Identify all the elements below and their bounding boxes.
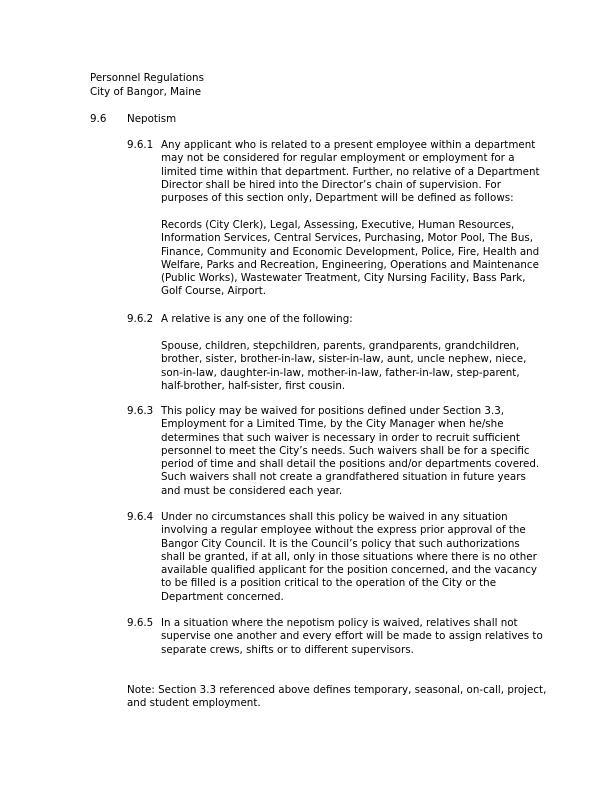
text-line: personnel to meet the City’s needs. Such waivers shall be for a specific — [161, 444, 530, 457]
text-line: Records (City Clerk), Legal, Assessing, Executive, Human Resources, — [161, 219, 515, 231]
text-line: involving a regular employee without the express prior approval of the — [161, 524, 526, 537]
subsection-9-6-5-paragraph-1 — [161, 617, 541, 657]
text-line: Employment for a Limited Time, by the City Manager when he/she — [161, 418, 504, 431]
subsection-number-9-6-2: 9.6.2 — [127, 313, 154, 325]
subsection-number-9-6-5: 9.6.5 — [127, 617, 154, 629]
text-line: Bangor City Council. It is the Council’s policy that such authorizations — [161, 537, 520, 550]
text-line: separate crews, shifts or to different supervisors. — [161, 643, 414, 656]
text-line: period of time and shall detail the positions and/or departments covered. — [161, 458, 540, 471]
text-line: son-in-law, daughter-in-law, mother-in-law, father-in-law, step-parent, — [161, 366, 520, 379]
document-header-city: City of Bangor, Maine — [90, 86, 202, 98]
text-line: (Public Works), Wastewater Treatment, City Nursing Facility, Bass Park, — [161, 272, 526, 285]
text-line: This policy may be waived for positions defined under Section 3.3, — [161, 405, 505, 417]
text-line: determines that such waiver is necessary in order to recruit sufficient — [161, 431, 520, 444]
text-line: half-brother, half-sister, first cousin. — [161, 379, 346, 392]
subsection-number-9-6-1: 9.6.1 — [127, 139, 154, 151]
document-header-title: Personnel Regulations — [90, 72, 204, 84]
text-line: Director shall be hired into the Director’s chain of supervision. For — [161, 178, 501, 191]
text-line: Spouse, children, stepchildren, parents, grandparents, grandchildren, — [161, 340, 520, 352]
subsection-number-9-6-4: 9.6.4 — [127, 511, 154, 523]
subsection-9-6-2-relative-list — [161, 340, 541, 393]
text-line: and student employment. — [127, 697, 261, 710]
subsection-number-9-6-3: 9.6.3 — [127, 405, 154, 417]
text-line: shall be granted, if at all, only in those situations where there is no other — [161, 550, 537, 563]
text-line: Any applicant who is related to a present employee within a department — [161, 139, 536, 151]
text-line: may not be considered for regular employment or employment for a — [161, 152, 515, 165]
text-line: available qualified applicant for the position concerned, and the vacancy — [161, 564, 537, 577]
text-line: supervise one another and every effort will be made to assign relatives to — [161, 630, 543, 643]
footnote — [127, 684, 547, 711]
text-line: A relative is any one of the following: — [161, 313, 353, 325]
section-title: Nepotism — [127, 113, 177, 125]
text-line: Welfare, Parks and Recreation, Engineering, Operations and Maintenance — [161, 258, 539, 271]
text-line: limited time within that department. Further, no relative of a Department — [161, 165, 540, 178]
text-line: Under no circumstances shall this policy be waived in any situation — [161, 511, 508, 523]
subsection-9-6-1-paragraph-1 — [161, 139, 541, 205]
subsection-9-6-2-paragraph-1 — [161, 313, 541, 326]
text-line: Note: Section 3.3 referenced above defines temporary, seasonal, on-call, project, — [127, 684, 547, 696]
text-line: Golf Course, Airport. — [161, 285, 267, 298]
text-line: Such waivers shall not create a grandfathered situation in future years — [161, 471, 526, 484]
text-line: brother, sister, brother-in-law, sister-in-law, aunt, uncle nephew, niece, — [161, 353, 527, 366]
subsection-9-6-4-paragraph-1 — [161, 511, 541, 604]
section-number: 9.6 — [90, 113, 107, 125]
text-line: and must be considered each year. — [161, 484, 343, 497]
text-line: Finance, Community and Economic Development, Police, Fire, Health and — [161, 245, 540, 258]
subsection-9-6-3-paragraph-1 — [161, 405, 541, 498]
subsection-9-6-1-department-list — [161, 219, 541, 299]
text-line: Information Services, Central Services, Purchasing, Motor Pool, The Bus, — [161, 232, 533, 245]
text-line: to be filled is a position critical to the operation of the City or the — [161, 577, 497, 590]
text-line: Department concerned. — [161, 590, 284, 603]
text-line: purposes of this section only, Department will be defined as follows: — [161, 192, 514, 205]
text-line: In a situation where the nepotism policy is waived, relatives shall not — [161, 617, 518, 629]
